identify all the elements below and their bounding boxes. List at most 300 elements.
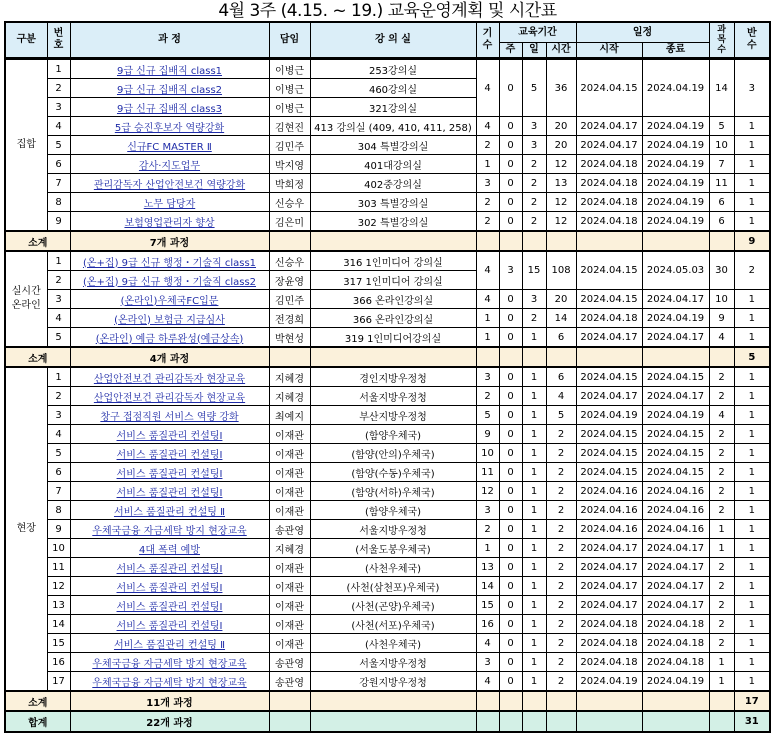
subtotal-classes: 5 xyxy=(734,347,770,367)
manager: 지혜경 xyxy=(269,387,310,406)
subtotal-row xyxy=(5,691,770,711)
start-date: 2024.04.17 xyxy=(576,539,642,558)
start-date: 2024.04.16 xyxy=(576,520,642,539)
course-link[interactable]: 관리감독자 산업안전보건 역량강화 xyxy=(70,174,269,193)
week: 0 xyxy=(499,539,522,558)
subjects: 2 xyxy=(709,558,734,577)
week: 0 xyxy=(499,501,522,520)
course-link[interactable]: (온라인)우체국FC입문 xyxy=(70,290,269,309)
table-row xyxy=(5,539,770,558)
subjects: 30 xyxy=(709,251,734,290)
batch: 2 xyxy=(476,212,499,232)
room: 317 1인미디어 강의실 xyxy=(310,271,476,290)
hours: 2 xyxy=(546,482,576,501)
total-classes: 31 xyxy=(734,711,770,732)
batch: 4 xyxy=(476,634,499,653)
row-no: 16 xyxy=(47,653,70,672)
classes: 1 xyxy=(734,539,770,558)
hours: 2 xyxy=(546,539,576,558)
start-date: 2024.04.17 xyxy=(576,558,642,577)
course-link[interactable]: 우체국금융 자금세탁 방지 현장교육 xyxy=(70,520,269,539)
hours: 20 xyxy=(546,136,576,155)
end-date: 2024.04.15 xyxy=(642,463,709,482)
week: 0 xyxy=(499,577,522,596)
table-row xyxy=(5,367,770,387)
course-link[interactable]: 우체국금융 자금세탁 방지 현장교육 xyxy=(70,672,269,692)
room: 319 1인미디어강의실 xyxy=(310,328,476,348)
week: 0 xyxy=(499,174,522,193)
row-no: 6 xyxy=(47,463,70,482)
start-date: 2024.04.18 xyxy=(576,309,642,328)
subtotal-row xyxy=(5,231,770,251)
batch: 1 xyxy=(476,309,499,328)
start-date: 2024.04.16 xyxy=(576,501,642,520)
week: 0 xyxy=(499,59,522,117)
course-link[interactable]: 서비스 품질관리 컨설팅Ⅰ xyxy=(70,577,269,596)
classes: 1 xyxy=(734,117,770,136)
course-link[interactable]: 서비스 품질관리 컨설팅Ⅰ xyxy=(70,558,269,577)
end-date: 2024.04.17 xyxy=(642,596,709,615)
course-link[interactable]: 서비스 품질관리 컨설팅Ⅰ xyxy=(70,425,269,444)
course-link[interactable]: (온라인) 보험금 지급심사 xyxy=(70,309,269,328)
subjects: 2 xyxy=(709,577,734,596)
header-hours: 시간 xyxy=(546,43,576,59)
classes: 1 xyxy=(734,328,770,348)
table-row xyxy=(5,634,770,653)
row-no: 7 xyxy=(47,482,70,501)
end-date: 2024.05.03 xyxy=(642,251,709,290)
subjects: 2 xyxy=(709,482,734,501)
course-link[interactable]: 서비스 품질관리 컨설팅 Ⅱ xyxy=(70,501,269,520)
end-date: 2024.04.19 xyxy=(642,136,709,155)
room: (사천우체국) xyxy=(310,634,476,653)
day: 1 xyxy=(522,577,546,596)
subtotal-courses: 11개 과정 xyxy=(70,691,269,711)
manager: 이재관 xyxy=(269,634,310,653)
room: 366 온라인강의실 xyxy=(310,309,476,328)
start-date: 2024.04.18 xyxy=(576,174,642,193)
batch: 3 xyxy=(476,174,499,193)
day: 1 xyxy=(522,615,546,634)
week: 0 xyxy=(499,406,522,425)
day: 1 xyxy=(522,539,546,558)
day: 1 xyxy=(522,501,546,520)
manager: 지혜경 xyxy=(269,367,310,387)
hours: 2 xyxy=(546,425,576,444)
classes: 1 xyxy=(734,367,770,387)
end-date: 2024.04.15 xyxy=(642,444,709,463)
table-row xyxy=(5,520,770,539)
group-online xyxy=(5,251,770,367)
room: (사천우체국) xyxy=(310,558,476,577)
start-date: 2024.04.18 xyxy=(576,155,642,174)
classes: 1 xyxy=(734,653,770,672)
end-date: 2024.04.17 xyxy=(642,539,709,558)
row-no: 5 xyxy=(47,328,70,348)
table-row xyxy=(5,444,770,463)
end-date: 2024.04.16 xyxy=(642,501,709,520)
manager: 송관영 xyxy=(269,653,310,672)
row-no: 11 xyxy=(47,558,70,577)
header-classes: 반 수 xyxy=(734,22,770,59)
start-date: 2024.04.17 xyxy=(576,387,642,406)
classes: 3 xyxy=(734,59,770,117)
row-no: 4 xyxy=(47,425,70,444)
table-row xyxy=(5,558,770,577)
subjects: 4 xyxy=(709,406,734,425)
classes: 1 xyxy=(734,425,770,444)
day: 1 xyxy=(522,367,546,387)
start-date: 2024.04.15 xyxy=(576,367,642,387)
course-link[interactable]: 우체국금융 자금세탁 방지 현장교육 xyxy=(70,653,269,672)
batch: 1 xyxy=(476,539,499,558)
subtotal-classes: 17 xyxy=(734,691,770,711)
table-row xyxy=(5,653,770,672)
total-section xyxy=(5,711,770,732)
subjects: 14 xyxy=(709,59,734,117)
week: 0 xyxy=(499,596,522,615)
subjects: 2 xyxy=(709,367,734,387)
manager: 김민주 xyxy=(269,290,310,309)
hours: 2 xyxy=(546,501,576,520)
row-no: 9 xyxy=(47,520,70,539)
week: 0 xyxy=(499,672,522,692)
course-link[interactable]: 노무 담당자 xyxy=(70,193,269,212)
course-link[interactable]: 서비스 품질관리 컨설팅 Ⅱ xyxy=(70,634,269,653)
course-link[interactable]: (온+집) 9급 신규 행정・기술직 class2 xyxy=(70,271,269,290)
row-no: 2 xyxy=(47,387,70,406)
hours: 4 xyxy=(546,387,576,406)
day: 1 xyxy=(522,425,546,444)
room: 253강의실 xyxy=(310,59,476,79)
day: 1 xyxy=(522,482,546,501)
classes: 1 xyxy=(734,482,770,501)
course-link[interactable]: 서비스 품질관리 컨설팅Ⅰ xyxy=(70,463,269,482)
row-no: 15 xyxy=(47,634,70,653)
course-link[interactable]: 9급 신규 집배직 class2 xyxy=(70,79,269,98)
subjects: 9 xyxy=(709,309,734,328)
week: 0 xyxy=(499,290,522,309)
room: 366 온라인강의실 xyxy=(310,290,476,309)
start-date: 2024.04.18 xyxy=(576,653,642,672)
manager: 박현성 xyxy=(269,328,310,348)
end-date: 2024.04.15 xyxy=(642,367,709,387)
course-link[interactable]: 서비스 품질관리 컨설팅Ⅰ xyxy=(70,482,269,501)
course-link[interactable]: (온라인) 예금 하루완성(예금상속) xyxy=(70,328,269,348)
manager: 이재관 xyxy=(269,596,310,615)
row-no: 9 xyxy=(47,212,70,232)
room: 서울지방우정청 xyxy=(310,387,476,406)
day: 1 xyxy=(522,672,546,692)
row-no: 8 xyxy=(47,501,70,520)
header-start: 시작 xyxy=(576,43,642,59)
start-date: 2024.04.17 xyxy=(576,328,642,348)
end-date: 2024.04.19 xyxy=(642,309,709,328)
batch: 3 xyxy=(476,501,499,520)
classes: 1 xyxy=(734,193,770,212)
hours: 2 xyxy=(546,520,576,539)
hours: 108 xyxy=(546,251,576,290)
batch: 4 xyxy=(476,117,499,136)
manager: 이병근 xyxy=(269,79,310,98)
row-no: 3 xyxy=(47,406,70,425)
batch: 14 xyxy=(476,577,499,596)
row-no: 5 xyxy=(47,444,70,463)
table-row xyxy=(5,212,770,232)
end-date: 2024.04.17 xyxy=(642,328,709,348)
subtotal-classes: 9 xyxy=(734,231,770,251)
subjects: 11 xyxy=(709,174,734,193)
batch: 1 xyxy=(476,328,499,348)
week: 0 xyxy=(499,634,522,653)
subtotal-label: 소계 xyxy=(5,347,70,367)
week: 0 xyxy=(499,615,522,634)
course-link[interactable]: 산업안전보건 관리감독자 현장교육 xyxy=(70,367,269,387)
day: 1 xyxy=(522,387,546,406)
manager: 이재관 xyxy=(269,615,310,634)
subjects: 5 xyxy=(709,117,734,136)
subjects: 2 xyxy=(709,634,734,653)
subjects: 1 xyxy=(709,520,734,539)
row-no: 2 xyxy=(47,79,70,98)
end-date: 2024.04.17 xyxy=(642,290,709,309)
batch: 5 xyxy=(476,406,499,425)
week: 3 xyxy=(499,251,522,290)
header-week: 주 xyxy=(499,43,522,59)
batch: 4 xyxy=(476,290,499,309)
table-row xyxy=(5,136,770,155)
hours: 5 xyxy=(546,406,576,425)
end-date: 2024.04.19 xyxy=(642,174,709,193)
day: 2 xyxy=(522,309,546,328)
day: 2 xyxy=(522,155,546,174)
start-date: 2024.04.17 xyxy=(576,117,642,136)
batch: 10 xyxy=(476,444,499,463)
day: 1 xyxy=(522,406,546,425)
subjects: 6 xyxy=(709,193,734,212)
hours: 6 xyxy=(546,328,576,348)
manager: 박지영 xyxy=(269,155,310,174)
row-no: 1 xyxy=(47,251,70,271)
day: 2 xyxy=(522,193,546,212)
hours: 2 xyxy=(546,463,576,482)
header-day: 일 xyxy=(522,43,546,59)
header-period: 교육기간 xyxy=(499,22,576,43)
end-date: 2024.04.19 xyxy=(642,155,709,174)
room: 402중강의실 xyxy=(310,174,476,193)
day: 1 xyxy=(522,444,546,463)
classes: 1 xyxy=(734,212,770,232)
room: (사천(삼천포)우체국) xyxy=(310,577,476,596)
start-date: 2024.04.15 xyxy=(576,463,642,482)
week: 0 xyxy=(499,212,522,232)
table-row xyxy=(5,463,770,482)
course-link[interactable]: 창구 접점직원 서비스 역량 강화 xyxy=(70,406,269,425)
row-no: 17 xyxy=(47,672,70,692)
course-link[interactable]: 9급 신규 집배직 class3 xyxy=(70,98,269,117)
week: 0 xyxy=(499,653,522,672)
start-date: 2024.04.18 xyxy=(576,193,642,212)
group-field xyxy=(5,367,770,711)
room: 401대강의실 xyxy=(310,155,476,174)
end-date: 2024.04.19 xyxy=(642,117,709,136)
classes: 1 xyxy=(734,520,770,539)
classes: 1 xyxy=(734,387,770,406)
manager: 이재관 xyxy=(269,482,310,501)
batch: 3 xyxy=(476,367,499,387)
course-link[interactable]: 9급 신규 집배직 class1 xyxy=(70,59,269,79)
manager: 장윤영 xyxy=(269,271,310,290)
manager: 김현진 xyxy=(269,117,310,136)
subjects: 2 xyxy=(709,596,734,615)
subjects: 2 xyxy=(709,501,734,520)
week: 0 xyxy=(499,367,522,387)
batch: 1 xyxy=(476,155,499,174)
subjects: 2 xyxy=(709,425,734,444)
batch: 12 xyxy=(476,482,499,501)
header-manager: 담임 xyxy=(269,22,310,59)
week: 0 xyxy=(499,136,522,155)
table-row xyxy=(5,155,770,174)
start-date: 2024.04.17 xyxy=(576,596,642,615)
day: 5 xyxy=(522,59,546,117)
schedule-table xyxy=(4,21,771,733)
table-row xyxy=(5,482,770,501)
course-link[interactable]: 5급 승진후보자 역량강화 xyxy=(70,117,269,136)
hours: 2 xyxy=(546,672,576,692)
room: (함양(서하)우체국) xyxy=(310,482,476,501)
table-row xyxy=(5,290,770,309)
room: (함양우체국) xyxy=(310,425,476,444)
header-course: 과 정 xyxy=(70,22,269,59)
manager: 이병근 xyxy=(269,98,310,117)
subjects: 2 xyxy=(709,444,734,463)
course-link[interactable]: 감사·지도업무 xyxy=(70,155,269,174)
batch: 15 xyxy=(476,596,499,615)
end-date: 2024.04.16 xyxy=(642,482,709,501)
subtotal-row xyxy=(5,347,770,367)
table-row xyxy=(5,501,770,520)
subtotal-label: 소계 xyxy=(5,691,70,711)
classes: 1 xyxy=(734,634,770,653)
course-link[interactable]: 서비스 품질관리 컨설팅Ⅰ xyxy=(70,596,269,615)
subjects: 6 xyxy=(709,212,734,232)
subtotal-courses: 4개 과정 xyxy=(70,347,269,367)
end-date: 2024.04.15 xyxy=(642,425,709,444)
week: 0 xyxy=(499,117,522,136)
day: 3 xyxy=(522,136,546,155)
day: 2 xyxy=(522,174,546,193)
table-row xyxy=(5,251,770,271)
course-link[interactable]: (온+집) 9급 신규 행정・기술직 class1 xyxy=(70,251,269,271)
table-row xyxy=(5,425,770,444)
week: 0 xyxy=(499,482,522,501)
table-row xyxy=(5,406,770,425)
header-subjects: 과 목 수 xyxy=(709,22,734,59)
classes: 1 xyxy=(734,615,770,634)
end-date: 2024.04.19 xyxy=(642,59,709,117)
subjects: 4 xyxy=(709,328,734,348)
course-link[interactable]: 4대 폭력 예방 xyxy=(70,539,269,558)
start-date: 2024.04.15 xyxy=(576,290,642,309)
hours: 20 xyxy=(546,117,576,136)
hours: 14 xyxy=(546,309,576,328)
week: 0 xyxy=(499,463,522,482)
table-row xyxy=(5,309,770,328)
total-courses: 22개 과정 xyxy=(70,711,269,732)
table-row xyxy=(5,59,770,79)
end-date: 2024.04.18 xyxy=(642,615,709,634)
table-row xyxy=(5,596,770,615)
classes: 1 xyxy=(734,290,770,309)
row-no: 13 xyxy=(47,596,70,615)
day: 1 xyxy=(522,463,546,482)
header-end: 종료 xyxy=(642,43,709,59)
manager: 송관영 xyxy=(269,520,310,539)
start-date: 2024.04.18 xyxy=(576,634,642,653)
subjects: 1 xyxy=(709,539,734,558)
hours: 2 xyxy=(546,596,576,615)
week: 0 xyxy=(499,425,522,444)
manager: 이재관 xyxy=(269,501,310,520)
hours: 2 xyxy=(546,577,576,596)
batch: 9 xyxy=(476,425,499,444)
row-no: 4 xyxy=(47,309,70,328)
day: 2 xyxy=(522,212,546,232)
batch: 2 xyxy=(476,193,499,212)
classes: 1 xyxy=(734,155,770,174)
hours: 6 xyxy=(546,367,576,387)
room: 서울지방우정청 xyxy=(310,653,476,672)
room: 경인지방우정청 xyxy=(310,367,476,387)
subtotal-courses: 7개 과정 xyxy=(70,231,269,251)
hours: 20 xyxy=(546,290,576,309)
row-no: 2 xyxy=(47,271,70,290)
start-date: 2024.04.15 xyxy=(576,59,642,117)
row-no: 3 xyxy=(47,290,70,309)
course-link[interactable]: 보험영업관리자 향상 xyxy=(70,212,269,232)
start-date: 2024.04.18 xyxy=(576,615,642,634)
room: 302 특별강의실 xyxy=(310,212,476,232)
batch: 4 xyxy=(476,672,499,692)
hours: 2 xyxy=(546,558,576,577)
day: 3 xyxy=(522,117,546,136)
manager: 이병근 xyxy=(269,59,310,79)
room: (사천(서포)우체국) xyxy=(310,615,476,634)
start-date: 2024.04.18 xyxy=(576,212,642,232)
subjects: 10 xyxy=(709,290,734,309)
classes: 1 xyxy=(734,558,770,577)
course-link[interactable]: 서비스 품질관리 컨설팅Ⅰ xyxy=(70,615,269,634)
batch: 2 xyxy=(476,520,499,539)
classes: 1 xyxy=(734,672,770,692)
room: 304 특별강의실 xyxy=(310,136,476,155)
end-date: 2024.04.16 xyxy=(642,520,709,539)
hours: 36 xyxy=(546,59,576,117)
batch: 13 xyxy=(476,558,499,577)
start-date: 2024.04.17 xyxy=(576,136,642,155)
course-link[interactable]: 서비스 품질관리 컨설팅Ⅰ xyxy=(70,444,269,463)
start-date: 2024.04.15 xyxy=(576,251,642,290)
table-row xyxy=(5,672,770,692)
course-link[interactable]: 산업안전보건 관리감독자 현장교육 xyxy=(70,387,269,406)
classes: 2 xyxy=(734,251,770,290)
start-date: 2024.04.17 xyxy=(576,577,642,596)
course-link[interactable]: 신규FC MASTER Ⅱ xyxy=(70,136,269,155)
hours: 2 xyxy=(546,444,576,463)
row-no: 6 xyxy=(47,155,70,174)
category-cell: 실시간 온라인 xyxy=(5,251,47,347)
